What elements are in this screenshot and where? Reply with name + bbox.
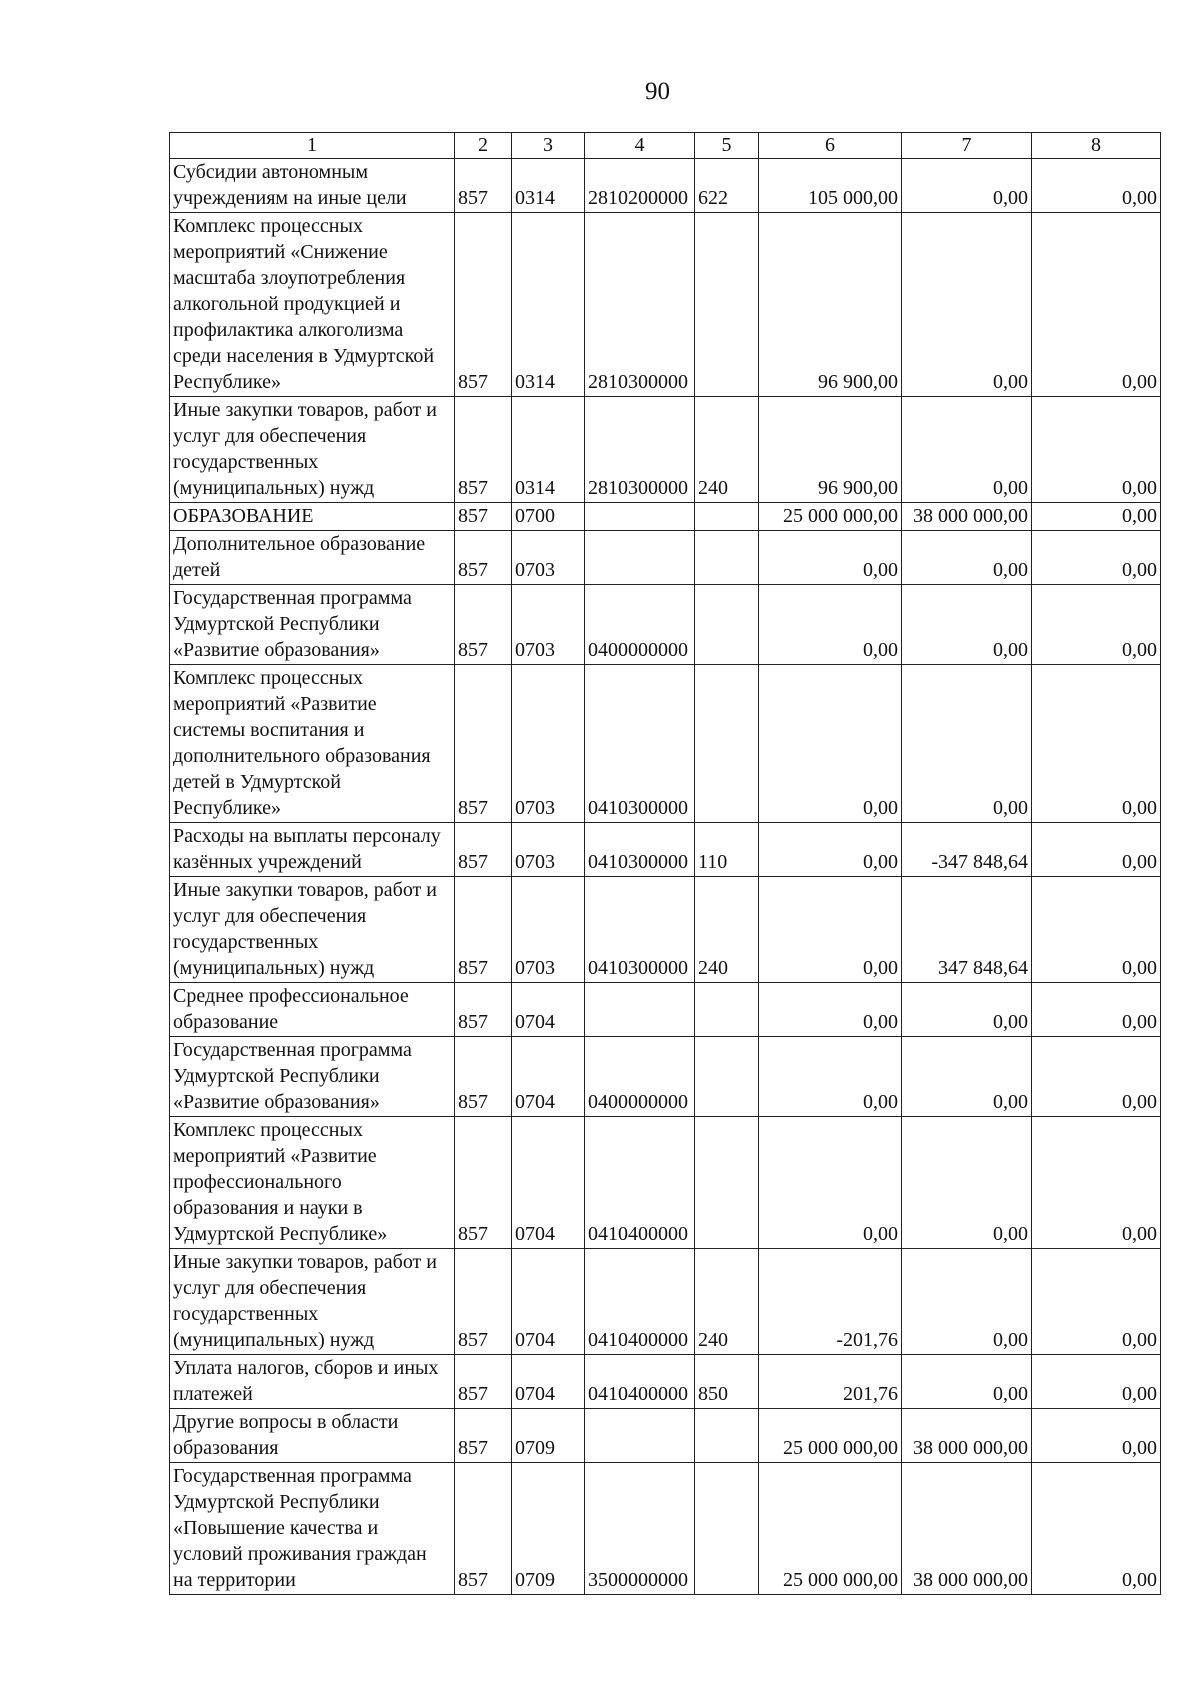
amount-8-cell: 0,00 (1032, 159, 1161, 213)
header-cell: 6 (759, 133, 902, 159)
table-row (170, 1117, 1161, 1249)
code-2-cell: 857 (455, 1463, 512, 1595)
amount-8-cell: 0,00 (1032, 397, 1161, 503)
row-name-cell: Государственная программа Удмуртской Республики «Развитие образования» (170, 585, 455, 665)
code-4-cell (585, 1409, 695, 1463)
code-5-cell (695, 1409, 759, 1463)
code-3-cell: 0314 (512, 159, 585, 213)
code-2-cell: 857 (455, 159, 512, 213)
header-cell: 8 (1032, 133, 1161, 159)
code-2-cell: 857 (455, 1409, 512, 1463)
amount-8-cell: 0,00 (1032, 665, 1161, 823)
row-name-cell: Комплекс процессных мероприятий «Снижение масштаба злоупотребления алкогольной продукцией и профилактика алкоголизма среди населения в Удмуртской Республике» (170, 213, 455, 397)
table-row (170, 983, 1161, 1037)
code-4-cell: 0410400000 (585, 1249, 695, 1355)
amount-7-cell: 0,00 (902, 585, 1032, 665)
code-4-cell: 0410400000 (585, 1117, 695, 1249)
header-cell: 5 (695, 133, 759, 159)
code-4-cell (585, 503, 695, 531)
amount-7-cell: 0,00 (902, 665, 1032, 823)
code-2-cell: 857 (455, 1117, 512, 1249)
table-row (170, 213, 1161, 397)
code-2-cell: 857 (455, 823, 512, 877)
table-row (170, 877, 1161, 983)
code-3-cell: 0703 (512, 823, 585, 877)
amount-7-cell: 0,00 (902, 983, 1032, 1037)
amount-6-cell: 25 000 000,00 (759, 503, 902, 531)
code-2-cell: 857 (455, 877, 512, 983)
code-5-cell: 110 (695, 823, 759, 877)
amount-8-cell: 0,00 (1032, 1409, 1161, 1463)
code-3-cell: 0703 (512, 531, 585, 585)
table-row (170, 1037, 1161, 1117)
amount-8-cell: 0,00 (1032, 1355, 1161, 1409)
code-2-cell: 857 (455, 531, 512, 585)
amount-7-cell: 0,00 (902, 1037, 1032, 1117)
code-2-cell: 857 (455, 983, 512, 1037)
row-name-cell: Расходы на выплаты персоналу казённых учреждений (170, 823, 455, 877)
code-5-cell (695, 531, 759, 585)
code-3-cell: 0709 (512, 1409, 585, 1463)
amount-7-cell: 347 848,64 (902, 877, 1032, 983)
amount-7-cell: 38 000 000,00 (902, 1463, 1032, 1595)
code-5-cell: 622 (695, 159, 759, 213)
amount-7-cell: 0,00 (902, 213, 1032, 397)
code-2-cell: 857 (455, 1249, 512, 1355)
table-row (170, 665, 1161, 823)
table-row (170, 1409, 1161, 1463)
code-5-cell (695, 983, 759, 1037)
amount-6-cell: 0,00 (759, 531, 902, 585)
header-cell: 2 (455, 133, 512, 159)
amount-7-cell: 0,00 (902, 1249, 1032, 1355)
amount-7-cell: 0,00 (902, 397, 1032, 503)
amount-6-cell: 0,00 (759, 1117, 902, 1249)
table-body (170, 133, 1161, 1595)
code-5-cell (695, 1463, 759, 1595)
code-5-cell (695, 585, 759, 665)
code-2-cell: 857 (455, 1355, 512, 1409)
code-4-cell: 3500000000 (585, 1463, 695, 1595)
code-4-cell: 0410300000 (585, 877, 695, 983)
code-3-cell: 0704 (512, 1249, 585, 1355)
code-4-cell: 2810300000 (585, 213, 695, 397)
header-cell: 1 (170, 133, 455, 159)
row-name-cell: Другие вопросы в области образования (170, 1409, 455, 1463)
row-name-cell: Уплата налогов, сборов и иных платежей (170, 1355, 455, 1409)
code-2-cell: 857 (455, 397, 512, 503)
code-3-cell: 0704 (512, 1117, 585, 1249)
code-4-cell: 0410400000 (585, 1355, 695, 1409)
row-name-cell: Государственная программа Удмуртской Республики «Повышение качества и условий проживания граждан на территории (170, 1463, 455, 1595)
header-cell: 7 (902, 133, 1032, 159)
amount-7-cell: -347 848,64 (902, 823, 1032, 877)
amount-8-cell: 0,00 (1032, 983, 1161, 1037)
code-2-cell: 857 (455, 503, 512, 531)
amount-6-cell: 0,00 (759, 665, 902, 823)
amount-7-cell: 38 000 000,00 (902, 503, 1032, 531)
table-header-row (170, 133, 1161, 159)
table-row (170, 397, 1161, 503)
code-5-cell: 240 (695, 877, 759, 983)
row-name-cell: Среднее профессиональное образование (170, 983, 455, 1037)
budget-table (169, 132, 1161, 1595)
table-row (170, 531, 1161, 585)
amount-7-cell: 0,00 (902, 1355, 1032, 1409)
amount-6-cell: 0,00 (759, 823, 902, 877)
amount-6-cell: 105 000,00 (759, 159, 902, 213)
amount-8-cell: 0,00 (1032, 1463, 1161, 1595)
row-name-cell: Государственная программа Удмуртской Республики «Развитие образования» (170, 1037, 455, 1117)
amount-8-cell: 0,00 (1032, 1117, 1161, 1249)
code-3-cell: 0314 (512, 397, 585, 503)
row-name-cell: Комплекс процессных мероприятий «Развитие профессионального образования и науки в Удмуртской Республике» (170, 1117, 455, 1249)
amount-6-cell: 201,76 (759, 1355, 902, 1409)
code-2-cell: 857 (455, 213, 512, 397)
code-3-cell: 0704 (512, 1037, 585, 1117)
table-row (170, 1355, 1161, 1409)
row-name-cell: ОБРАЗОВАНИЕ (170, 503, 455, 531)
amount-7-cell: 0,00 (902, 531, 1032, 585)
code-5-cell (695, 1037, 759, 1117)
code-5-cell (695, 213, 759, 397)
row-name-cell: Комплекс процессных мероприятий «Развитие системы воспитания и дополнительного образования детей в Удмуртской Республике» (170, 665, 455, 823)
amount-6-cell: 96 900,00 (759, 213, 902, 397)
code-3-cell: 0703 (512, 585, 585, 665)
code-3-cell: 0709 (512, 1463, 585, 1595)
row-name-cell: Субсидии автономным учреждениям на иные цели (170, 159, 455, 213)
code-5-cell: 850 (695, 1355, 759, 1409)
code-5-cell: 240 (695, 397, 759, 503)
amount-8-cell: 0,00 (1032, 503, 1161, 531)
amount-6-cell: 0,00 (759, 877, 902, 983)
code-4-cell (585, 531, 695, 585)
table-row (170, 585, 1161, 665)
row-name-cell: Дополнительное образование детей (170, 531, 455, 585)
code-2-cell: 857 (455, 585, 512, 665)
code-5-cell (695, 503, 759, 531)
row-name-cell: Иные закупки товаров, работ и услуг для обеспечения государственных (муниципальных) нужд (170, 877, 455, 983)
code-5-cell (695, 1117, 759, 1249)
amount-6-cell: 0,00 (759, 1037, 902, 1117)
row-name-cell: Иные закупки товаров, работ и услуг для обеспечения государственных (муниципальных) нужд (170, 397, 455, 503)
amount-6-cell: 0,00 (759, 983, 902, 1037)
code-4-cell (585, 983, 695, 1037)
header-cell: 3 (512, 133, 585, 159)
code-3-cell: 0704 (512, 983, 585, 1037)
amount-6-cell: -201,76 (759, 1249, 902, 1355)
code-3-cell: 0703 (512, 665, 585, 823)
code-2-cell: 857 (455, 1037, 512, 1117)
code-3-cell: 0703 (512, 877, 585, 983)
amount-6-cell: 96 900,00 (759, 397, 902, 503)
amount-6-cell: 25 000 000,00 (759, 1463, 902, 1595)
code-4-cell: 0400000000 (585, 585, 695, 665)
code-3-cell: 0704 (512, 1355, 585, 1409)
table-row (170, 159, 1161, 213)
row-name-cell: Иные закупки товаров, работ и услуг для обеспечения государственных (муниципальных) нужд (170, 1249, 455, 1355)
amount-7-cell: 0,00 (902, 159, 1032, 213)
amount-6-cell: 0,00 (759, 585, 902, 665)
amount-7-cell: 38 000 000,00 (902, 1409, 1032, 1463)
amount-8-cell: 0,00 (1032, 585, 1161, 665)
table-row (170, 1463, 1161, 1595)
amount-7-cell: 0,00 (902, 1117, 1032, 1249)
code-3-cell: 0314 (512, 213, 585, 397)
amount-6-cell: 25 000 000,00 (759, 1409, 902, 1463)
code-4-cell: 2810300000 (585, 397, 695, 503)
code-5-cell: 240 (695, 1249, 759, 1355)
amount-8-cell: 0,00 (1032, 1249, 1161, 1355)
page-number: 90 (645, 78, 670, 105)
code-4-cell: 2810200000 (585, 159, 695, 213)
amount-8-cell: 0,00 (1032, 1037, 1161, 1117)
code-4-cell: 0400000000 (585, 1037, 695, 1117)
code-5-cell (695, 665, 759, 823)
amount-8-cell: 0,00 (1032, 823, 1161, 877)
amount-8-cell: 0,00 (1032, 531, 1161, 585)
code-3-cell: 0700 (512, 503, 585, 531)
code-2-cell: 857 (455, 665, 512, 823)
amount-8-cell: 0,00 (1032, 213, 1161, 397)
code-4-cell: 0410300000 (585, 823, 695, 877)
code-4-cell: 0410300000 (585, 665, 695, 823)
header-cell: 4 (585, 133, 695, 159)
table-row (170, 823, 1161, 877)
amount-8-cell: 0,00 (1032, 877, 1161, 983)
table-row (170, 1249, 1161, 1355)
table-row (170, 503, 1161, 531)
